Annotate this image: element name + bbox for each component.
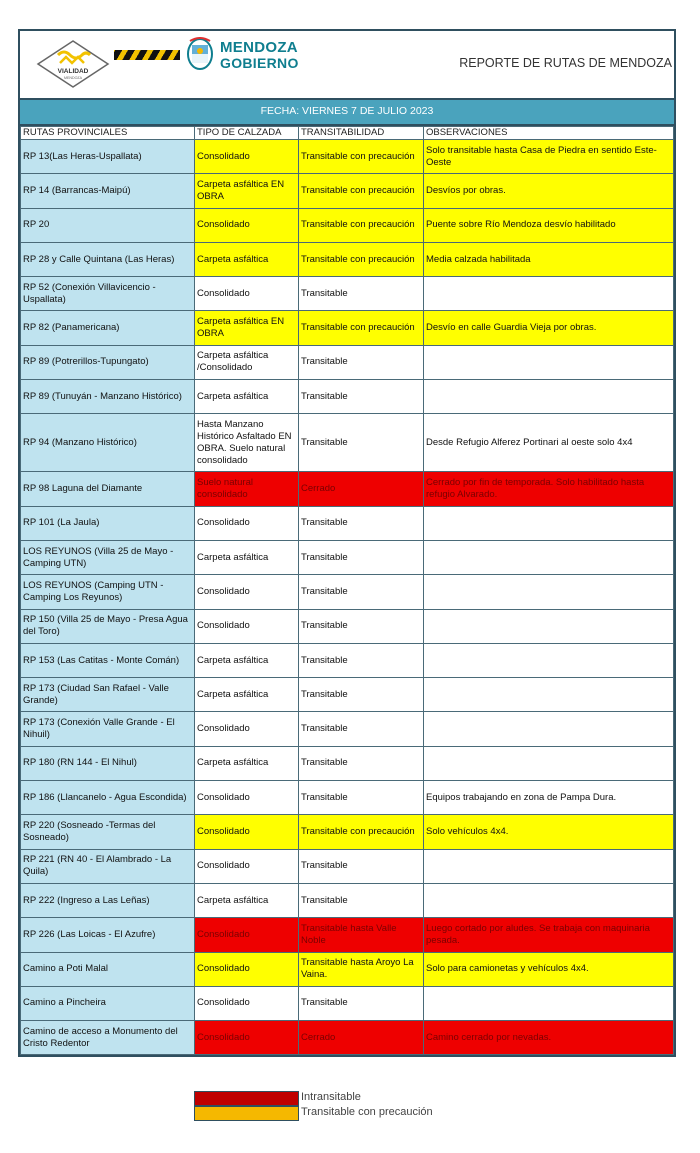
mendoza-seal-icon (186, 37, 214, 71)
notes-cell: Luego cortado por aludes. Se trabaja con maquinaria pesada. (424, 918, 674, 952)
status-cell: Transitable con precaución (299, 140, 424, 174)
surface-cell: Carpeta asfáltica (195, 540, 299, 574)
table-row (21, 883, 674, 917)
status-cell: Transitable con precaución (299, 815, 424, 849)
notes-cell: Solo para camionetas y vehículos 4x4. (424, 952, 674, 986)
status-cell: Cerrado (299, 1021, 424, 1055)
notes-cell (424, 746, 674, 780)
status-cell: Transitable (299, 609, 424, 643)
status-cell: Transitable (299, 380, 424, 414)
gov-sub: GOBIERNO (220, 55, 299, 71)
notes-cell (424, 609, 674, 643)
surface-cell: Consolidado (195, 1021, 299, 1055)
surface-cell: Consolidado (195, 918, 299, 952)
col-header-surface: TIPO DE CALZADA (195, 127, 299, 140)
route-cell: RP 14 (Barrancas-Maipú) (21, 174, 195, 208)
notes-cell (424, 345, 674, 379)
table-row (21, 380, 674, 414)
notes-cell (424, 540, 674, 574)
route-cell: LOS REYUNOS (Camping UTN - Camping Los Reyunos) (21, 575, 195, 609)
table-row (21, 140, 674, 174)
surface-cell: Consolidado (195, 815, 299, 849)
status-cell: Transitable hasta Aroyo La Vaina. (299, 952, 424, 986)
table-row (21, 918, 674, 952)
surface-cell: Suelo natural consolidado (195, 472, 299, 506)
route-cell: RP 150 (Villa 25 de Mayo - Presa Agua del Toro) (21, 609, 195, 643)
table-row (21, 712, 674, 746)
table-row (21, 678, 674, 712)
gov-name: MENDOZA (220, 39, 298, 56)
route-cell: RP 222 (Ingreso a Las Leñas) (21, 883, 195, 917)
surface-cell: Carpeta asfáltica EN OBRA (195, 311, 299, 345)
table-row (21, 986, 674, 1020)
table-row (21, 781, 674, 815)
table-row (21, 575, 674, 609)
table-row (21, 242, 674, 276)
legend-swatch (194, 1091, 299, 1106)
status-cell: Transitable (299, 414, 424, 472)
svg-text:MENDOZA: MENDOZA (64, 76, 82, 80)
surface-cell: Consolidado (195, 986, 299, 1020)
route-cell: RP 89 (Tunuyán - Manzano Histórico) (21, 380, 195, 414)
vialidad-logo (36, 39, 110, 89)
svg-text:VIALIDAD: VIALIDAD (57, 68, 89, 75)
report-header (20, 31, 674, 100)
notes-cell: Equipos trabajando en zona de Pampa Dura. (424, 781, 674, 815)
notes-cell: Solo vehículos 4x4. (424, 815, 674, 849)
route-cell: LOS REYUNOS (Villa 25 de Mayo - Camping UTN) (21, 540, 195, 574)
surface-cell: Carpeta asfáltica (195, 678, 299, 712)
notes-cell: Desvío en calle Guardia Vieja por obras. (424, 311, 674, 345)
surface-cell: Consolidado (195, 712, 299, 746)
col-header-route: RUTAS PROVINCIALES (21, 127, 195, 140)
route-cell: Camino a Pincheira (21, 986, 195, 1020)
route-cell: RP 98 Laguna del Diamante (21, 472, 195, 506)
surface-cell: Consolidado (195, 849, 299, 883)
route-cell: RP 173 (Conexión Valle Grande - El Nihuil) (21, 712, 195, 746)
status-cell: Transitable hasta Valle Noble (299, 918, 424, 952)
route-cell: RP 220 (Sosneado -Termas del Sosneado) (21, 815, 195, 849)
notes-cell (424, 506, 674, 540)
legend-label: Intransitable (301, 1091, 361, 1103)
status-cell: Transitable (299, 712, 424, 746)
notes-cell: Cerrado por fin de temporada. Solo habilitado hasta refugio Alvarado. (424, 472, 674, 506)
status-cell: Transitable (299, 643, 424, 677)
surface-cell: Carpeta asfáltica (195, 242, 299, 276)
surface-cell: Consolidado (195, 609, 299, 643)
status-cell: Transitable con precaución (299, 174, 424, 208)
table-row (21, 277, 674, 311)
notes-cell (424, 986, 674, 1020)
route-cell: RP 101 (La Jaula) (21, 506, 195, 540)
route-cell: RP 13(Las Heras-Uspallata) (21, 140, 195, 174)
surface-cell: Consolidado (195, 952, 299, 986)
status-cell: Transitable con precaución (299, 242, 424, 276)
status-cell: Cerrado (299, 472, 424, 506)
notes-cell (424, 712, 674, 746)
surface-cell: Consolidado (195, 277, 299, 311)
col-header-notes: OBSERVACIONES (424, 127, 674, 140)
table-row (21, 643, 674, 677)
table-row (21, 540, 674, 574)
table-row (21, 506, 674, 540)
table-row (21, 746, 674, 780)
surface-cell: Consolidado (195, 781, 299, 815)
table-row (21, 1021, 674, 1055)
status-cell: Transitable (299, 277, 424, 311)
surface-cell: Carpeta asfáltica (195, 380, 299, 414)
report-sheet (18, 29, 676, 1057)
date-bar: FECHA: VIERNES 7 DE JULIO 2023 (20, 100, 674, 126)
notes-cell: Solo transitable hasta Casa de Piedra en sentido Este-Oeste (424, 140, 674, 174)
legend-swatch (194, 1106, 299, 1121)
surface-cell: Hasta Manzano Histórico Asfaltado EN OBRA. Suelo natural consolidado (195, 414, 299, 472)
table-row (21, 815, 674, 849)
notes-cell (424, 883, 674, 917)
notes-cell (424, 849, 674, 883)
notes-cell (424, 277, 674, 311)
status-cell: Transitable (299, 986, 424, 1020)
status-cell: Transitable (299, 746, 424, 780)
table-row (21, 414, 674, 472)
route-cell: RP 173 (Ciudad San Rafael - Valle Grande) (21, 678, 195, 712)
surface-cell: Carpeta asfáltica (195, 746, 299, 780)
surface-cell: Consolidado (195, 208, 299, 242)
notes-cell (424, 575, 674, 609)
notes-cell: Desde Refugio Alferez Portinari al oeste solo 4x4 (424, 414, 674, 472)
route-cell: Camino a Poti Malal (21, 952, 195, 986)
notes-cell (424, 678, 674, 712)
report-title: REPORTE DE RUTAS DE MENDOZA (459, 56, 672, 70)
surface-cell: Consolidado (195, 140, 299, 174)
table-row (21, 311, 674, 345)
route-cell: RP 82 (Panamericana) (21, 311, 195, 345)
surface-cell: Carpeta asfáltica EN OBRA (195, 174, 299, 208)
surface-cell: Carpeta asfáltica /Consolidado (195, 345, 299, 379)
table-row (21, 472, 674, 506)
status-cell: Transitable (299, 678, 424, 712)
notes-cell: Camino cerrado por nevadas. (424, 1021, 674, 1055)
table-row (21, 849, 674, 883)
table-row (21, 345, 674, 379)
route-cell: RP 226 (Las Loicas - El Azufre) (21, 918, 195, 952)
route-cell: RP 89 (Potrerillos-Tupungato) (21, 345, 195, 379)
route-cell: RP 221 (RN 40 - El Alambrado - La Quila) (21, 849, 195, 883)
route-cell: RP 20 (21, 208, 195, 242)
status-cell: Transitable (299, 781, 424, 815)
col-header-status: TRANSITABILIDAD (299, 127, 424, 140)
status-cell: Transitable (299, 883, 424, 917)
routes-table (20, 126, 674, 1055)
surface-cell: Consolidado (195, 506, 299, 540)
table-row (21, 208, 674, 242)
notes-cell: Puente sobre Río Mendoza desvío habilitado (424, 208, 674, 242)
table-row (21, 952, 674, 986)
surface-cell: Carpeta asfáltica (195, 883, 299, 917)
table-row (21, 174, 674, 208)
notes-cell: Desvíos por obras. (424, 174, 674, 208)
status-cell: Transitable (299, 849, 424, 883)
route-cell: Camino de acceso a Monumento del Cristo Redentor (21, 1021, 195, 1055)
route-cell: RP 186 (Llancanelo - Agua Escondida) (21, 781, 195, 815)
route-cell: RP 153 (Las Catitas - Monte Comán) (21, 643, 195, 677)
status-cell: Transitable (299, 506, 424, 540)
status-cell: Transitable con precaución (299, 208, 424, 242)
status-cell: Transitable (299, 540, 424, 574)
route-cell: RP 28 y Calle Quintana (Las Heras) (21, 242, 195, 276)
hazard-stripe (114, 50, 180, 60)
notes-cell: Media calzada habilitada (424, 242, 674, 276)
route-cell: RP 52 (Conexión Villavicencio - Uspallata) (21, 277, 195, 311)
status-cell: Transitable (299, 345, 424, 379)
route-cell: RP 94 (Manzano Histórico) (21, 414, 195, 472)
surface-cell: Consolidado (195, 575, 299, 609)
status-cell: Transitable (299, 575, 424, 609)
legend-label: Transitable con precaución (301, 1106, 433, 1118)
status-cell: Transitable con precaución (299, 311, 424, 345)
notes-cell (424, 380, 674, 414)
table-row (21, 609, 674, 643)
notes-cell (424, 643, 674, 677)
surface-cell: Carpeta asfáltica (195, 643, 299, 677)
route-cell: RP 180 (RN 144 - El Nihul) (21, 746, 195, 780)
table-header-row (21, 127, 674, 140)
